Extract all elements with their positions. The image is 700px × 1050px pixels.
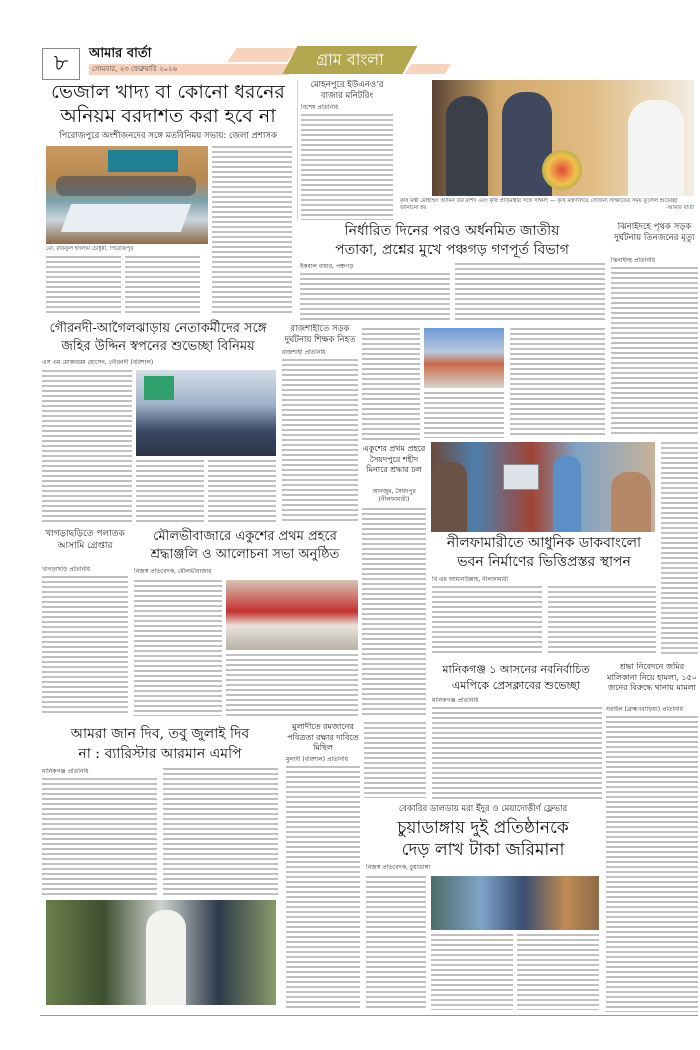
newspaper-brand: আমার বার্তা (89, 46, 152, 61)
muladi-body (286, 766, 360, 1010)
chuadanga-headline-line1: চুয়াডাঙ্গায় দুই প্রতিষ্ঠানকে (397, 818, 569, 838)
moulvibazar-headline-line2: শ্রদ্ধাঞ্জলি ও আলোচনা সভা অনুষ্ঠিত (150, 547, 340, 562)
lead-subheadline: পিরোজপুরে অংশীজনদের সঙ্গে মতবিনিময় সভায়: জেলা প্রশাসক (59, 131, 277, 141)
barrister-byline: মানিকগঞ্জ প্রতিনিধি (42, 768, 89, 775)
shaheed-minar-body (362, 508, 426, 716)
gouranadi-body-col1 (42, 370, 132, 522)
section-label: গ্রাম বাংলা (316, 50, 384, 69)
page-bottom-rule (40, 1015, 698, 1016)
moulvibazar-headline-line1: মৌলভীবাজারে একুশের প্রথম প্রহরে (153, 529, 337, 544)
barrister-headline (40, 724, 280, 764)
meeting-attendees (56, 176, 196, 196)
person-left (431, 462, 467, 532)
person-right (611, 472, 651, 532)
meeting-banner (108, 150, 178, 172)
khagrachari-headline: খাগড়াছড়িতে পলাতক আসামি গ্রেপ্তার (45, 529, 125, 551)
dateline: সোমবার, ২৩ ফেব্রুয়ারি ২০২৬ (89, 64, 289, 75)
page-number: ৮ (42, 48, 80, 80)
chuadanga-byline: নিজস্ব প্রতিবেদক, চুয়াডাঙ্গা (366, 864, 431, 871)
nilphamari-headline-line1: নীলফামারীতে আধুনিক ডাকবাংলো (446, 535, 642, 551)
moulvibazar-body-col2 (226, 654, 358, 716)
muladi-headline: মুলাদীতে রমজানের পবিত্রতা রক্ষার দাবিতে মিছিল (287, 722, 359, 752)
flag-headline (298, 222, 606, 260)
land-byline: সরাইল (ব্রাহ্মণবাড়িয়া) প্রতিনিধি (606, 706, 684, 713)
manikganj-headline (430, 662, 602, 694)
gouranadi-body-col2 (136, 460, 204, 522)
nilphamari-headline-line2: ভবন নির্মাণের ভিত্তিপ্রস্তর স্থাপন (457, 554, 631, 570)
foundation-plaque (503, 464, 539, 490)
bazaar-body (301, 114, 393, 220)
muladi-byline: মুলাদী (বরিশাল) প্রতিনিধি (286, 756, 349, 763)
flag-body-col3 (362, 328, 420, 440)
barrister-headline-line1: আমরা জান দিব, তবু জুলাই দিব (70, 726, 250, 742)
shaheed-minar-headline: একুশের প্রথম প্রহরে সৈয়দপুরে শহীদ মিনারে শ্রদ্ধার ঢল (362, 444, 426, 474)
person-center (146, 910, 186, 1005)
chuadanga-body-col2 (431, 934, 513, 1010)
rajshahi-body (282, 359, 358, 522)
barrister-photo (46, 900, 276, 1005)
jhenaidah-body-continued (661, 442, 698, 656)
flower-bouquet (542, 150, 582, 190)
chuadanga-kicker: বেকারির ডালডায় মরা ইঁদুর ও মেয়াদোত্তীর্ণ ফ্লেভার (398, 804, 568, 814)
moulvibazar-byline: নিজস্ব প্রতিবেদক, মৌলভীবাজার (134, 568, 212, 575)
barrister-body-col1 (42, 778, 157, 896)
chuadanga-body-col3 (517, 934, 599, 1010)
minister-caption-text: কৃষি মন্ত্রী মোহাম্মদ আমিন উর রশিদ এবং কৃষি প্রতিমন্ত্রীর সঙ্গে সাক্ষাৎ — কৃষি মন্ত্রণালয়ে সৌজন্য সাক্ষাতের সময় ফুলেল শুভেচ্ছা জানানো হয় (400, 198, 678, 211)
campaign-poster (144, 376, 174, 400)
column-divider (297, 80, 298, 220)
lead-photo-caption: মো. রফিকুল ইসলাম চৌধুরী, পিরোজপুর (46, 246, 134, 252)
shaheed-minar-byline: আনজুম, সৈয়দপুর (নীলফামারী) (372, 488, 416, 503)
barrister-headline-line2: না : ব্যারিস্টার আরমান এমপি (78, 746, 242, 762)
person-center (553, 456, 581, 532)
minister-photo (432, 80, 694, 196)
manikganj-byline: মানিকগঞ্জ প্রতিনিধি (432, 697, 479, 704)
flag-body-col5 (510, 328, 605, 438)
flag-headline-line2: পতাকা, প্রশ্নের মুখে পঞ্চগড় গণপূর্ত বিভাগ (335, 242, 569, 258)
chuadanga-headline (364, 817, 602, 861)
rajshahi-headline: রাজশাহীতে সড়ক দুর্ঘটনায় শিক্ষক নিহত (284, 324, 356, 345)
nilphamari-headline (431, 534, 657, 572)
gouranadi-headline-line1: গৌরনদী-আগৈলঝাড়ায় নেতাকর্মীদের সঙ্গে (49, 321, 267, 336)
gouranadi-headline (40, 320, 276, 356)
gouranadi-headline-line2: জহির উদ্দিন স্বপনের শুভেচ্ছা বিনিময় (61, 339, 255, 354)
bakery-inspection-photo (431, 876, 599, 930)
nilphamari-byline: বি এম আমানউল্লাহ, নীলফামারী (432, 576, 509, 583)
manikganj-body (432, 707, 602, 799)
lead-headline (40, 80, 296, 128)
header-stripe-right (404, 64, 451, 74)
gouranadi-photo (136, 370, 276, 456)
meeting-photo (46, 146, 208, 244)
flag-body-col1 (300, 273, 450, 323)
lead-body-col1 (46, 256, 121, 314)
jhenaidah-headline: ঝিনাইদহে পৃথক সড়ক দুর্ঘটনায় তিনজনের মৃত্যু (614, 222, 695, 243)
moulvibazar-photo (226, 580, 358, 650)
flag-headline-line1: নির্ধারিত দিনের পরও অর্ধনমিত জাতীয় (344, 223, 560, 239)
shaheed-minar-body-continued (364, 722, 426, 798)
minister-photo-caption (400, 198, 694, 219)
header-stripe (227, 48, 297, 62)
lead-body-col3 (212, 146, 292, 314)
meeting-table (61, 204, 191, 232)
flag-byline: ইকবাল বাহার, পঞ্চগড় (300, 263, 354, 270)
gouranadi-body-col3 (208, 460, 276, 522)
nilphamari-body-col2 (548, 586, 656, 656)
person-left (446, 96, 488, 196)
khagrachari-body (42, 576, 128, 716)
barrister-body-col2 (163, 768, 278, 896)
nilphamari-body-col1 (432, 586, 542, 656)
bazaar-headline: মোহনপুরে ইউএনও’র বাজার মনিটরিং (310, 80, 384, 101)
moulvibazar-body-col1 (134, 580, 222, 716)
minister-photo-credit: -আমার বার্তা (665, 205, 694, 211)
person-right (628, 100, 684, 196)
land-headline: শ্রদ্ধা নিবেদনে জমির মালিকানা নিয়ে হামলা, ১৫০ জনের বিরুদ্ধে থানায় মামলা (606, 662, 698, 692)
lead-headline-line2: অনিয়ম বরদাশত করা হবে না (60, 105, 276, 127)
nilphamari-photo (431, 442, 655, 532)
moulvibazar-headline (132, 528, 358, 564)
chuadanga-headline-line2: দেড় লাখ টাকা জরিমানা (401, 840, 565, 860)
bazaar-byline: বিশেষ প্রতিনিধি (301, 104, 339, 111)
manikganj-headline-line2: এমপিকে প্রেসক্লাবের শুভেচ্ছা (451, 679, 581, 692)
jhenaidah-byline: ঝিনাইদহ প্রতিনিধি (611, 257, 655, 264)
gouranadi-byline: এস এম মোকাররম হোসেন, গৌরনদী (বরিশাল) (42, 359, 154, 366)
flag-body-col4 (424, 392, 504, 438)
rajshahi-byline: রাজশাহী প্রতিনিধি (282, 349, 326, 356)
jhenaidah-body (611, 267, 698, 437)
manikganj-headline-line1: মানিকগঞ্জ ১ আসনের নবনির্বাচিত (442, 663, 590, 676)
khagrachari-byline: খাগড়াছড়ি প্রতিনিধি (42, 566, 91, 573)
lead-body-col2 (125, 256, 200, 314)
chuadanga-body-col1 (366, 876, 426, 1010)
flag-body-col2 (455, 263, 605, 323)
public-works-building-photo (424, 328, 504, 388)
lead-headline-line1: ভেজাল খাদ্য বা কোনো ধরনের (51, 81, 285, 103)
land-body (606, 716, 698, 1012)
